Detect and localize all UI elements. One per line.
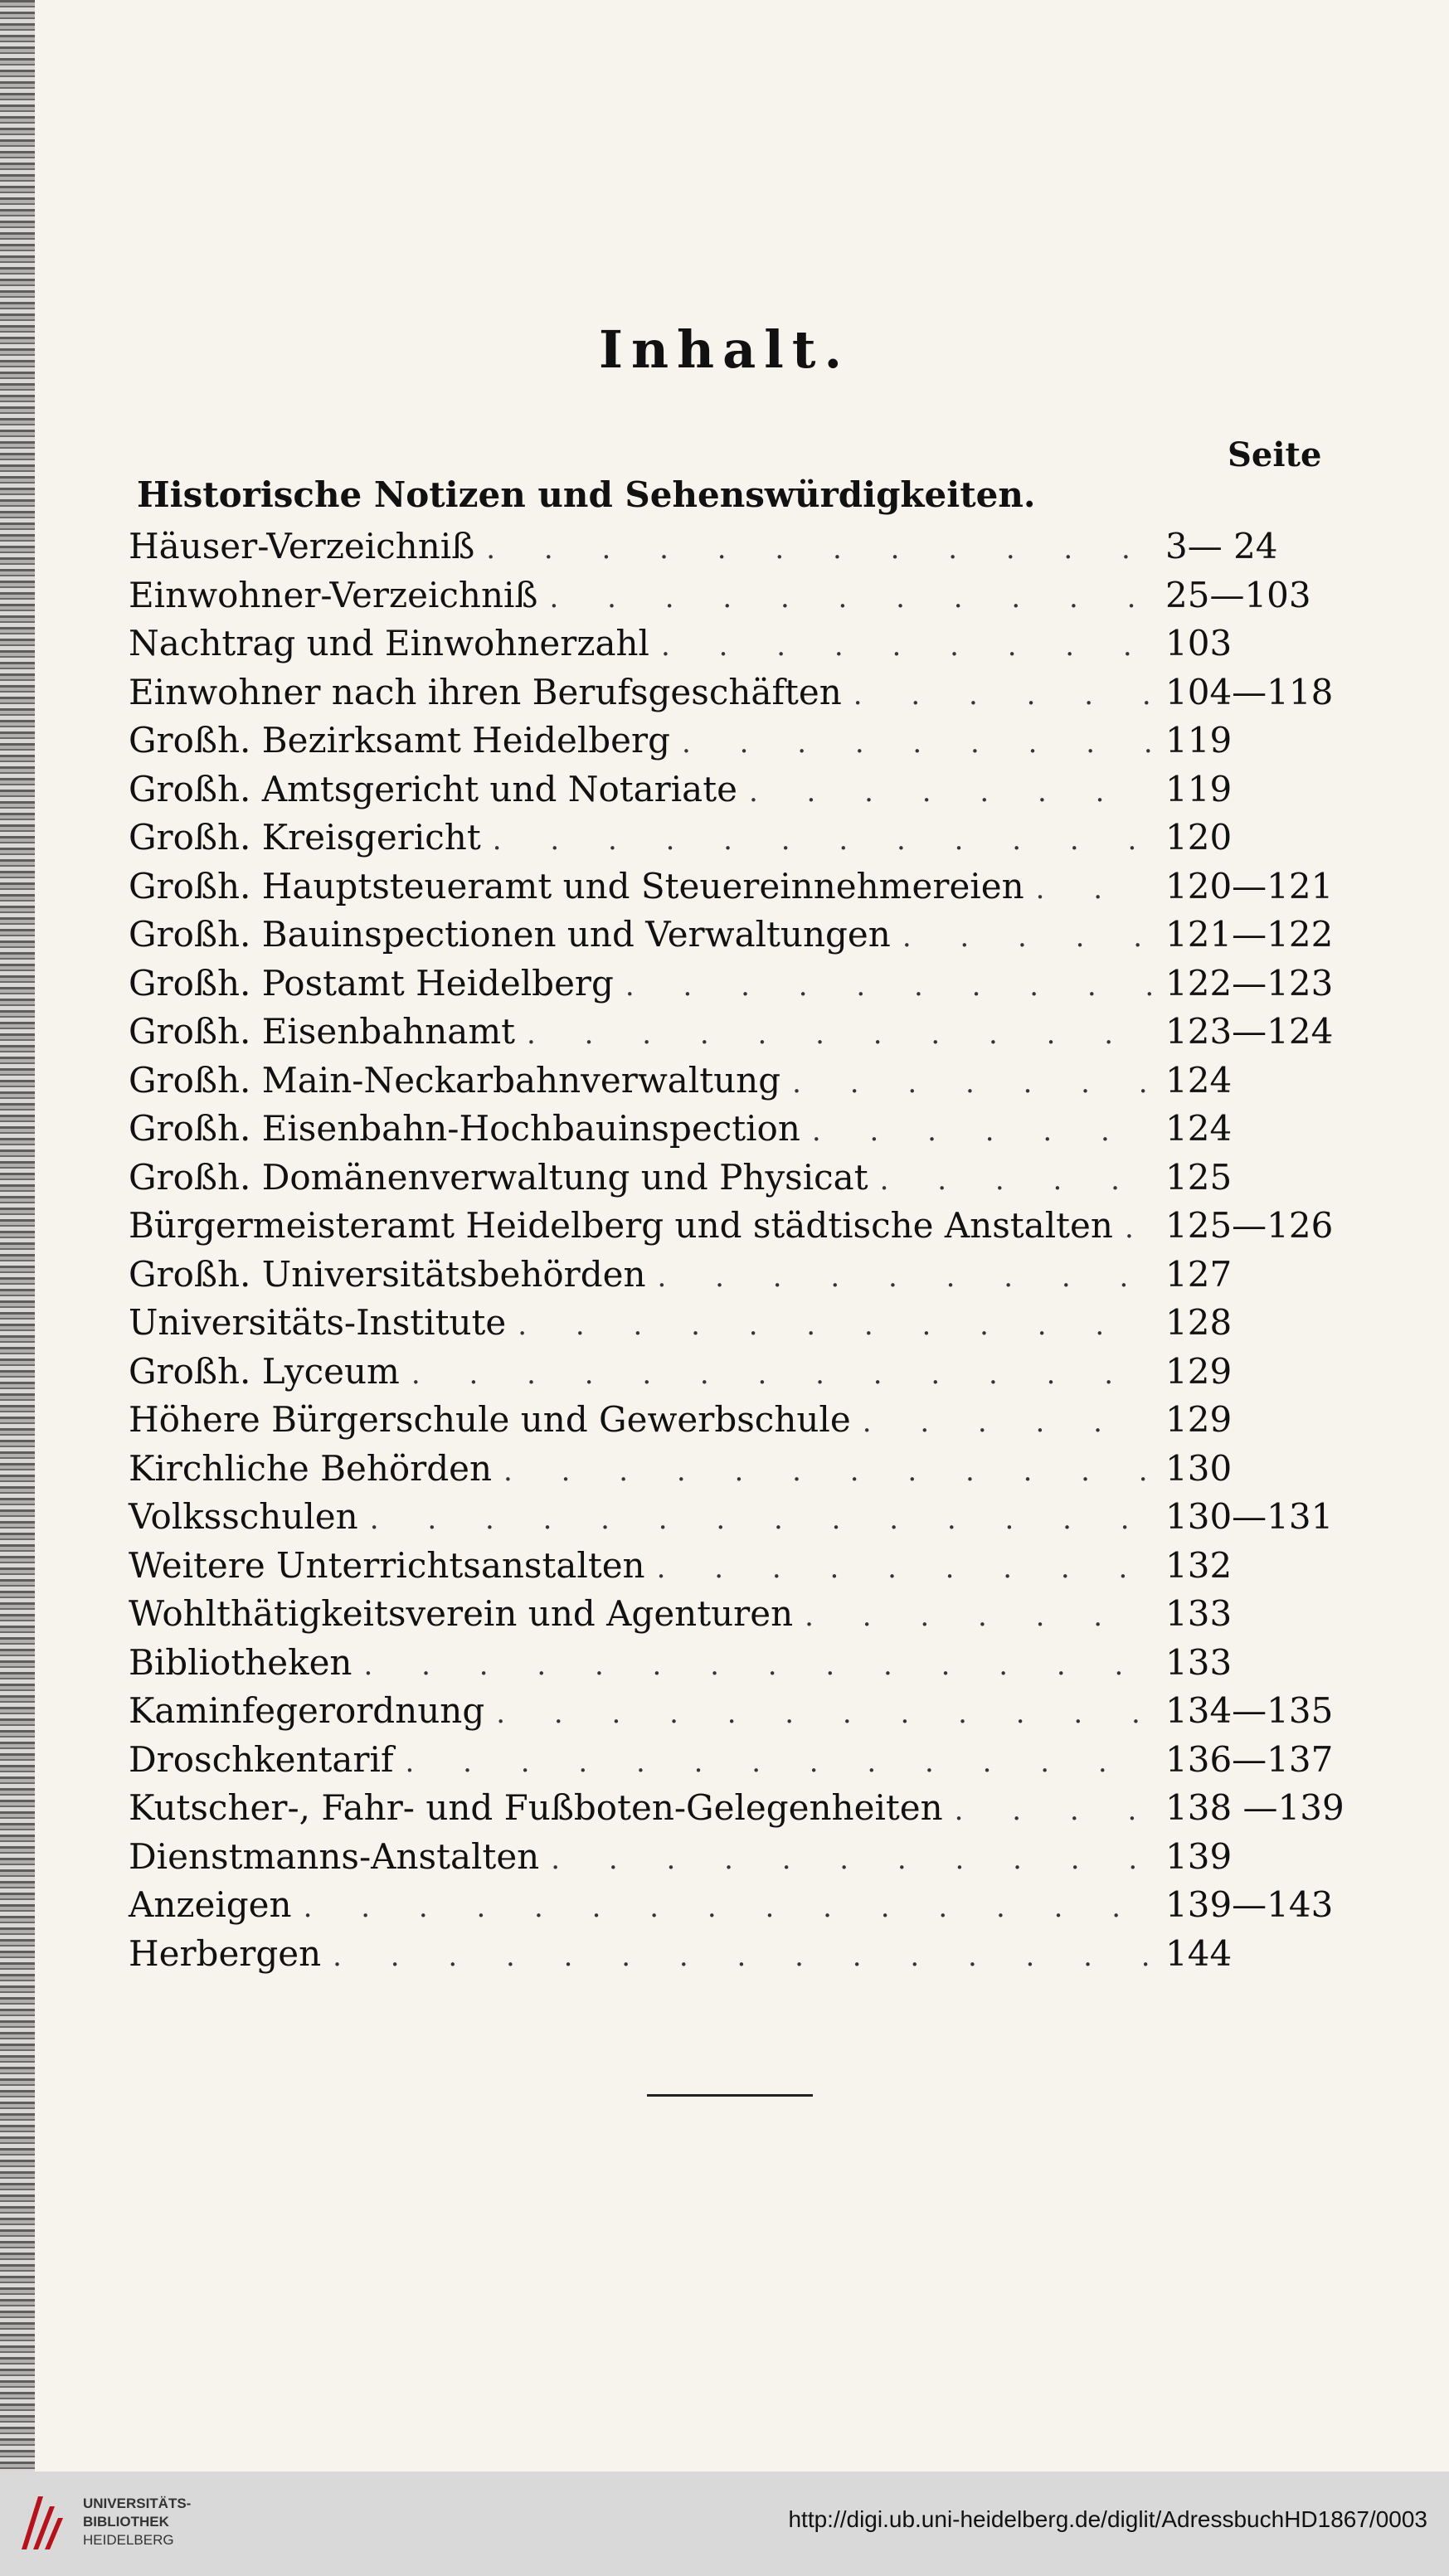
toc-entry-page: 132 — [1165, 1544, 1233, 1586]
toc-entry-page: 139—143 — [1165, 1884, 1334, 1925]
toc-entry-label: Anzeigen — [129, 1884, 292, 1925]
toc-entry-label: Wohlthätigkeitsverein und Agenturen — [129, 1593, 794, 1634]
toc-entry — [129, 571, 1356, 620]
toc-entry-page: 25—103 — [1165, 574, 1311, 615]
toc-entry — [129, 1251, 1356, 1300]
toc-entry — [129, 1202, 1356, 1251]
toc-entry — [129, 1493, 1356, 1542]
toc-leader-dots — [503, 1447, 1152, 1496]
toc-entry — [129, 1736, 1356, 1785]
toc-entry-page: 119 — [1165, 720, 1233, 761]
toc-entry-page: 124 — [1165, 1108, 1233, 1149]
toc-entry-label: Großh. Bezirksamt Heidelberg — [129, 720, 670, 761]
toc-entry-page: 123—124 — [1165, 1011, 1334, 1052]
toc-entry — [129, 1881, 1356, 1930]
library-logo-text — [83, 2495, 191, 2549]
toc-leader-dots — [1036, 865, 1152, 914]
logo-line-2: BIBLIOTHEK — [83, 2514, 169, 2530]
toc-leader-dots — [955, 1786, 1152, 1835]
source-url-link[interactable]: http://digi.ub.uni-heidelberg.de/diglit/AdressbuchHD1867/0003 — [788, 2506, 1427, 2532]
toc-leader-dots — [661, 622, 1152, 671]
toc-entry-label: Großh. Kreisgericht — [129, 817, 481, 858]
toc-leader-dots — [496, 1689, 1152, 1738]
toc-entry-page: 120 — [1165, 817, 1233, 858]
toc-entry — [129, 1154, 1356, 1203]
toc-leader-dots — [805, 1592, 1152, 1641]
toc-entry-label: Herbergen — [129, 1932, 322, 1974]
toc-leader-dots — [625, 962, 1152, 1011]
toc-entry — [129, 717, 1356, 766]
toc-leader-dots — [551, 1835, 1152, 1884]
toc-entry — [129, 522, 1356, 571]
toc-entry — [129, 1396, 1356, 1445]
toc-entry-page: 133 — [1165, 1593, 1233, 1634]
toc-entry-label: Großh. Eisenbahn-Hochbauinspection — [129, 1108, 800, 1149]
toc-entry-page: 122—123 — [1165, 962, 1334, 1004]
toc-entry-label: Großh. Hauptsteueramt und Steuereinnehmereien — [129, 865, 1024, 906]
toc-entry-label: Großh. Bauinspectionen und Verwaltungen — [129, 914, 891, 955]
toc-leader-dots — [486, 525, 1152, 574]
toc-leader-dots — [363, 1641, 1152, 1690]
toc-entry-label: Universitäts-Institute — [129, 1302, 507, 1343]
toc-entry-page: 136—137 — [1165, 1738, 1334, 1780]
toc-entry-label: Einwohner-Verzeichniß — [129, 574, 538, 615]
toc-entry — [129, 1445, 1356, 1494]
toc-entry-label: Großh. Postamt Heidelberg — [129, 962, 614, 1004]
toc-entry-label: Einwohner nach ihren Berufsgeschäften — [129, 671, 842, 712]
toc-leader-dots — [880, 1156, 1152, 1205]
toc-leader-dots — [749, 768, 1152, 817]
toc-entry-page: 129 — [1165, 1399, 1233, 1440]
toc-entry — [129, 960, 1356, 1009]
divider-rule — [647, 2094, 813, 2097]
page-column-header: Seite — [1228, 435, 1322, 474]
toc-entry — [129, 1833, 1356, 1882]
toc-entry-label: Kirchliche Behörden — [129, 1447, 493, 1489]
toc-leader-dots — [411, 1350, 1152, 1399]
toc-entry-page: 144 — [1165, 1932, 1233, 1974]
toc-entry-label: Weitere Unterrichtsanstalten — [129, 1544, 645, 1586]
toc-entry-page: 128 — [1165, 1302, 1233, 1343]
toc-leader-dots — [812, 1107, 1152, 1156]
toc-entry — [129, 1348, 1356, 1397]
toc-entry-page: 133 — [1165, 1641, 1233, 1683]
footer-bar — [0, 2472, 1449, 2576]
toc-leader-dots — [304, 1883, 1152, 1932]
toc-entry-label: Kaminfegerordnung — [129, 1690, 485, 1731]
toc-entry-page: 3— 24 — [1165, 526, 1278, 566]
toc-entry-page: 139 — [1165, 1835, 1233, 1877]
toc-entry-page: 119 — [1165, 768, 1233, 809]
toc-leader-dots — [527, 1010, 1152, 1059]
toc-entry — [129, 1687, 1356, 1736]
section-heading: Historische Notizen und Sehenswürdigkeiten. — [137, 474, 1036, 515]
toc-entry — [129, 1590, 1356, 1639]
toc-entry-label: Großh. Domänenverwaltung und Physicat — [129, 1156, 868, 1198]
toc-leader-dots — [549, 574, 1152, 623]
toc-leader-dots — [657, 1544, 1152, 1593]
table-of-contents — [129, 522, 1356, 1978]
toc-entry-label: Dienstmanns-Anstalten — [129, 1835, 540, 1877]
toc-entry-page: 134—135 — [1165, 1690, 1334, 1731]
toc-entry — [129, 1542, 1356, 1591]
toc-entry — [129, 620, 1356, 668]
toc-entry-page: 121—122 — [1165, 914, 1334, 955]
logo-line-1: UNIVERSITÄTS- — [83, 2496, 192, 2511]
toc-entry — [129, 863, 1356, 911]
toc-entry-label: Großh. Universitätsbehörden — [129, 1253, 646, 1295]
toc-entry-page: 127 — [1165, 1253, 1233, 1295]
toc-leader-dots — [682, 719, 1152, 768]
toc-entry — [129, 1930, 1356, 1979]
toc-entry-label: Großh. Main-Neckarbahnverwaltung — [129, 1059, 781, 1101]
toc-entry-label: Großh. Lyceum — [129, 1350, 400, 1392]
toc-entry-label: Großh. Amtsgericht und Notariate — [129, 768, 737, 809]
toc-entry-page: 125 — [1165, 1156, 1233, 1198]
toc-leader-dots — [658, 1253, 1152, 1302]
toc-entry-page: 120—121 — [1165, 865, 1334, 906]
toc-entry-label: Droschkentarif — [129, 1738, 394, 1780]
toc-entry-label: Kutscher-, Fahr- und Fußboten-Gelegenheiten — [129, 1787, 943, 1828]
toc-entry — [129, 668, 1356, 717]
toc-leader-dots — [333, 1932, 1152, 1981]
page-title: Inhalt. — [598, 319, 851, 380]
toc-leader-dots — [370, 1495, 1152, 1544]
toc-entry-page: 138 —139 — [1165, 1787, 1344, 1828]
toc-leader-dots — [1125, 1204, 1152, 1253]
toc-entry — [129, 766, 1356, 814]
toc-entry — [129, 1784, 1356, 1833]
toc-leader-dots — [518, 1301, 1152, 1350]
toc-entry — [129, 1057, 1356, 1106]
toc-entry-page: 104—118 — [1165, 671, 1334, 712]
toc-entry-label: Bürgermeisteramt Heidelberg und städtische Anstalten — [129, 1205, 1113, 1246]
toc-entry-label: Häuser-Verzeichniß — [129, 526, 475, 566]
logo-line-3: HEIDELBERG — [83, 2532, 174, 2548]
toc-entry-page: 130 — [1165, 1447, 1233, 1489]
toc-entry-page: 125—126 — [1165, 1205, 1334, 1246]
toc-entry-label: Volksschulen — [129, 1496, 358, 1537]
toc-entry-page: 129 — [1165, 1350, 1233, 1392]
toc-entry — [129, 1639, 1356, 1688]
toc-entry-page: 124 — [1165, 1059, 1233, 1101]
library-logo-icon — [15, 2490, 65, 2556]
toc-entry-label: Nachtrag und Einwohnerzahl — [129, 623, 649, 663]
toc-entry-page: 103 — [1165, 623, 1233, 663]
toc-leader-dots — [406, 1738, 1153, 1787]
toc-entry-label: Höhere Bürgerschule und Gewerbschule — [129, 1399, 851, 1440]
toc-leader-dots — [493, 816, 1152, 865]
toc-entry-page: 130—131 — [1165, 1496, 1334, 1537]
toc-leader-dots — [853, 671, 1152, 720]
toc-entry — [129, 911, 1356, 960]
toc-entry — [129, 814, 1356, 863]
toc-leader-dots — [902, 913, 1152, 962]
toc-entry-label: Großh. Eisenbahnamt — [129, 1011, 516, 1052]
toc-entry-label: Bibliotheken — [129, 1641, 353, 1683]
toc-leader-dots — [863, 1398, 1152, 1447]
toc-entry — [129, 1299, 1356, 1348]
toc-leader-dots — [792, 1059, 1152, 1108]
toc-entry — [129, 1105, 1356, 1154]
toc-entry — [129, 1008, 1356, 1057]
